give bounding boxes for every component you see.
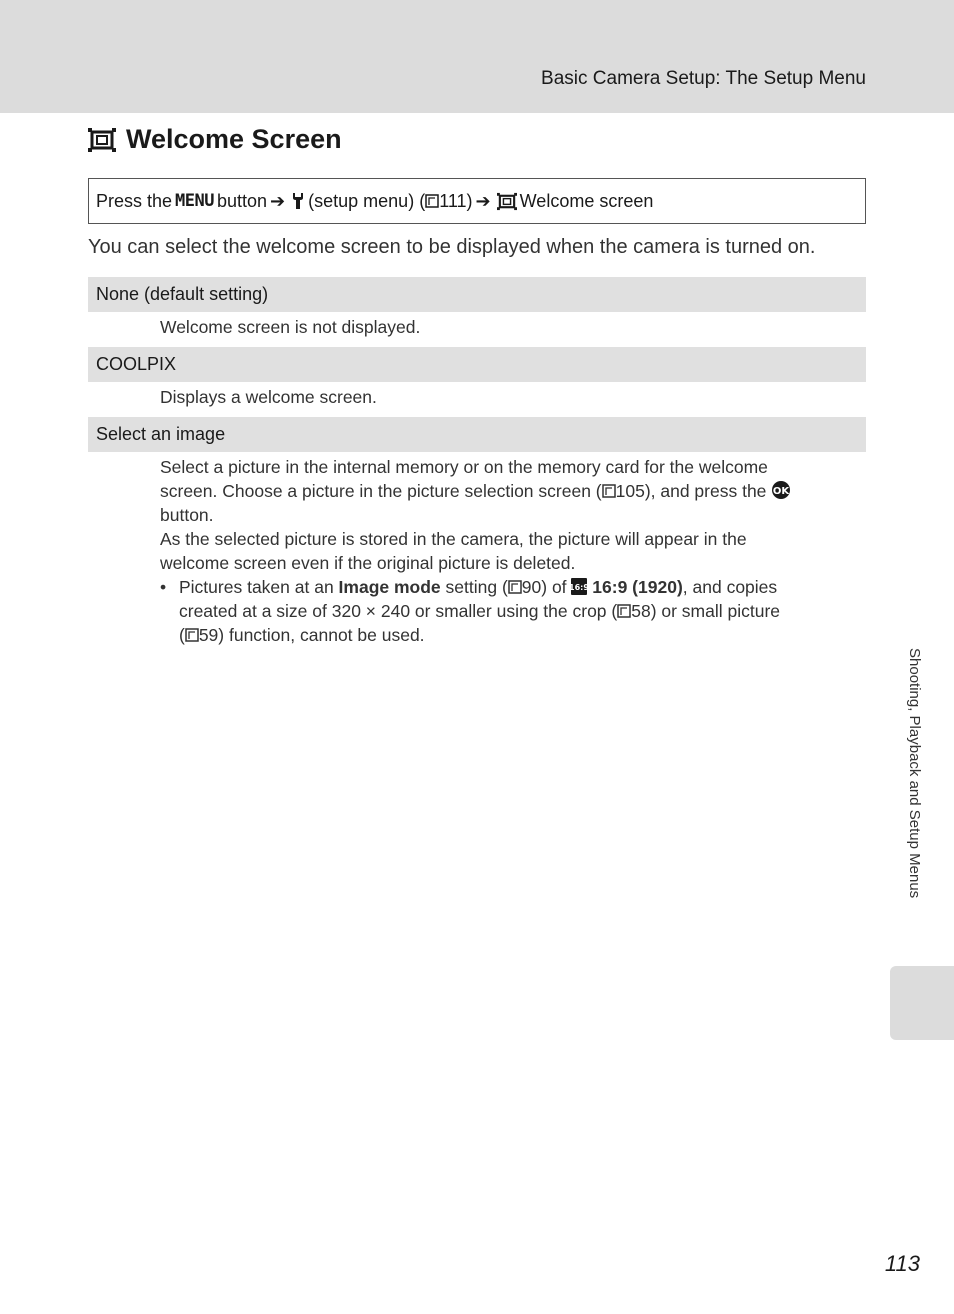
svg-text:OK: OK: [773, 486, 790, 497]
option-coolpix: [88, 347, 866, 382]
menu-button-icon: MENU: [175, 191, 214, 211]
ok-button-icon: [771, 480, 791, 500]
page-ref-icon: [617, 604, 631, 618]
page-ref-icon: [185, 628, 199, 642]
nav-setup-text: (setup menu) (: [308, 190, 426, 211]
welcome-screen-icon: [497, 192, 517, 211]
nav-button-text: button: [217, 190, 268, 211]
header-band: [0, 0, 954, 113]
nav-welcome-text: Welcome screen: [519, 190, 654, 211]
navigation-path: [88, 178, 866, 224]
page-ref-icon: [508, 580, 522, 594]
option-none: [88, 277, 866, 312]
header-title: Basic Camera Setup: The Setup Menu: [541, 68, 866, 89]
option-select-image: [88, 417, 866, 452]
svg-text:16:9: 16:9: [569, 583, 590, 592]
option-description: Welcome screen is not displayed.: [160, 317, 421, 337]
intro-text: You can select the welcome screen to be displayed when the camera is turned on.: [88, 236, 816, 258]
page-number: 113: [884, 1251, 920, 1276]
nav-press-text: Press the: [96, 190, 173, 211]
arrow-right-icon: ➔: [270, 190, 286, 211]
option-description: Select a picture in the internal memory or on the memory card for the welcome screen. Choose a picture in the picture selection screen ( 105), and press the OK button. As the selected picture is stored in the camera, the picture will appear in the welcome screen even if the original picture is deleted. • Pictures taken at an Image mode setting ( 90) of 16:9 16:9 (1920), and copies created at a size of 320 × 240 or smaller using the crop ( 58) or small picture ( 59) function, cannot be used.: [160, 455, 860, 647]
option-label: None (default setting): [96, 284, 269, 304]
section-tab-marker: [890, 966, 954, 1040]
option-label: COOLPIX: [96, 354, 177, 374]
page-ref-icon: [602, 484, 616, 498]
section-side-label: Shooting, Playback and Setup Menus: [906, 648, 923, 899]
option-description: Displays a welcome screen.: [160, 387, 377, 407]
page-ref-icon: [425, 194, 439, 208]
wrench-icon: [291, 192, 305, 210]
page-title-text: Welcome Screen: [126, 124, 342, 154]
option-label: Select an image: [96, 424, 226, 444]
image-mode-16-9-icon: [569, 578, 590, 595]
page-title: [88, 124, 342, 155]
welcome-screen-icon: [88, 127, 116, 153]
nav-setup-ref: 111): [439, 190, 473, 211]
bullet-note: • Pictures taken at an Image mode setting ( 90) of 16:9 16:9 (1920), and copies created at a size of 320 × 240 or smaller using the crop ( 58) or small picture ( 59) function, cannot be used.: [160, 575, 860, 647]
arrow-right-icon: ➔: [475, 190, 491, 211]
